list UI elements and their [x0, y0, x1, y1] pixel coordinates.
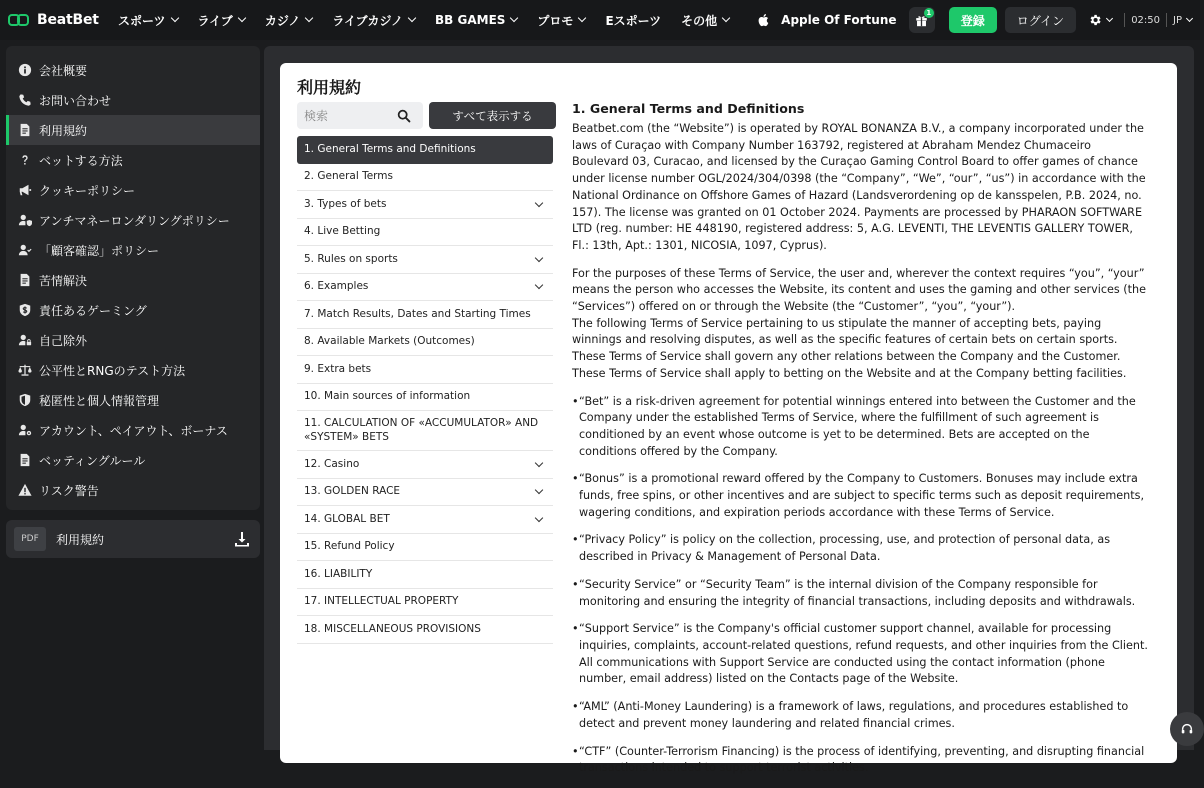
document-icon	[18, 123, 32, 137]
toc-item-label: 15. Refund Policy	[304, 540, 395, 553]
paragraph: Beatbet.com (the “Website”) is operated by ROYAL BONANZA B.V., a company incorporated under the laws of Curaçao with Company Number 163792, registered at Abraham Mendez Chumaceiro Boulevard 03, Curacao, and licensed by the Curaçao Gaming Control Board to offer games of chance under license number OGL/2024/304/0398 (the “Company”, “We”, “our”, “us”) in accordance with the National Ordinance on Offshore Games of Hazard (Landsverordening op de kansspelen, P.B. 2024, no. 157). The license was granted on 01 October 2024. Payments are processed by PHARAON SOFTWARE LTD (reg. number: HE 448190, registered address: 5, A.G. LEVENTI, THE LEVENTIS GALLERY TOWER, Fl.: 13th, Apt.: 1301, NICOSIA, 1097, Cyprus).	[572, 122, 1146, 252]
user-cog-icon	[18, 423, 32, 437]
section-title: 1. General Terms and Definitions	[572, 101, 805, 116]
sidebar-item-14[interactable]	[6, 475, 260, 505]
toc-item-label: 1. General Terms and Definitions	[304, 143, 476, 156]
toc-item-5[interactable]	[297, 246, 553, 274]
definition-item: • “Support Service” is the Company's official customer support channel, available for processing inquiries, complaints, account-related questions, refund requests, and other inquiries from the Client. All communications with Support Service are conducted using the contact information (phone number, email address) listed on the Contacts page of the Website.	[572, 621, 1150, 688]
nav-item-label: プロモ	[537, 13, 574, 28]
pdf-label: 利用規約	[56, 532, 105, 547]
toc-item-3[interactable]	[297, 191, 553, 219]
toc-item-8[interactable]	[297, 329, 553, 357]
brand-logo[interactable]	[8, 12, 118, 28]
download-icon[interactable]	[234, 531, 250, 547]
main-panel	[264, 46, 1194, 775]
clock-time: 02:50	[1131, 14, 1161, 26]
nav-item-0[interactable]	[118, 12, 178, 29]
chevron-down-icon	[578, 14, 586, 22]
settings-dropdown[interactable]	[1088, 13, 1112, 27]
search-input[interactable]	[297, 102, 393, 129]
headset-icon	[1180, 722, 1194, 736]
logo-mark-icon	[8, 12, 32, 28]
shield-icon	[18, 393, 32, 407]
brand-name: BeatBet	[37, 12, 99, 28]
chevron-down-icon[interactable]	[535, 199, 543, 207]
nav-item-1[interactable]	[198, 12, 245, 29]
nav-item-label: スポーツ	[118, 13, 166, 28]
login-button[interactable]: ログイン	[1005, 7, 1076, 33]
info-icon	[18, 63, 32, 77]
sidebar-item-11[interactable]	[6, 385, 260, 415]
sidebar-item-label: お問い合わせ	[39, 93, 112, 108]
nav-item-6[interactable]	[605, 12, 661, 29]
sidebar-item-1[interactable]	[6, 85, 260, 115]
sidebar-item-label: 「顧客確認」ポリシー	[39, 243, 160, 258]
toc-item-10[interactable]	[297, 384, 553, 412]
nav-item-5[interactable]	[537, 12, 585, 29]
sidebar-item-label: 責任あるゲーミング	[39, 303, 147, 318]
gear-icon	[1088, 13, 1102, 27]
sidebar-item-label: アンチマネーロンダリングポリシー	[39, 213, 230, 228]
toc-item-label: 10. Main sources of information	[304, 390, 471, 403]
sidebar-item-2[interactable]	[6, 115, 260, 145]
definition-item: • “Bonus” is a promotional reward offered by the Company to Customers. Bonuses may include extra funds, free spins, or other incentives and are subject to specific terms such as deposit requirements, wagering conditions, and expiration periods accordance with these Terms of Service.	[572, 471, 1150, 521]
toc-item-14[interactable]	[297, 506, 553, 534]
support-chat-button[interactable]	[1170, 712, 1204, 746]
language-selector[interactable]	[1173, 15, 1192, 26]
nav-item-label: ライブカジノ	[332, 13, 404, 28]
definition-item: • “Security Service” or “Security Team” is the internal division of the Company responsible for monitoring and ensuring the integrity of financial transactions, including deposits and withdrawals.	[572, 577, 1150, 610]
register-button[interactable]: 登録	[949, 7, 997, 33]
apple-icon	[757, 13, 769, 27]
pdf-file-icon: PDF	[14, 527, 46, 551]
definition-item: • “Privacy Policy” is policy on the collection, processing, use, and protection of personal data, as described in Privacy & Management of Personal Data.	[572, 532, 1150, 565]
chevron-down-icon[interactable]	[535, 254, 543, 262]
terms-card	[280, 63, 1177, 775]
sidebar-item-4[interactable]	[6, 175, 260, 205]
warning-icon	[18, 483, 32, 497]
toc-item-label: 3. Types of bets	[304, 197, 387, 210]
definition-item: • “AML” (Anti-Money Laundering) is a framework of laws, regulations, and procedures established to detect and prevent money laundering and related financial crimes.	[572, 699, 1150, 732]
sidebar-item-13[interactable]	[6, 445, 260, 475]
chevron-down-icon	[408, 14, 416, 22]
nav-item-label: Eスポーツ	[605, 13, 662, 28]
gift-button[interactable]	[909, 7, 935, 33]
toc-item-label: 6. Examples	[304, 280, 369, 293]
chevron-down-icon	[722, 14, 730, 22]
sidebar-item-label: アカウント、ペイアウト、ボーナス	[39, 423, 228, 438]
toc-item-12[interactable]	[297, 451, 553, 479]
toc-item-15[interactable]	[297, 534, 553, 562]
nav-item-4[interactable]	[435, 13, 517, 27]
chevron-down-icon	[1106, 15, 1113, 22]
chevron-down-icon[interactable]	[535, 281, 543, 289]
sidebar-item-10[interactable]	[6, 355, 260, 385]
chevron-down-icon	[170, 14, 178, 22]
toc-item-label: 18. MISCELLANEOUS PROVISIONS	[304, 622, 481, 635]
top-navbar	[0, 0, 1200, 40]
toc-item-label: 13. GOLDEN RACE	[304, 485, 401, 498]
toc-item-18[interactable]	[297, 616, 553, 644]
sidebar-item-0[interactable]	[6, 55, 260, 85]
chevron-down-icon	[238, 14, 246, 22]
nav-item-7[interactable]	[681, 12, 729, 29]
info-sidebar	[6, 46, 260, 510]
megaphone-icon	[18, 183, 32, 197]
sidebar-item-8[interactable]	[6, 295, 260, 325]
pdf-download-card[interactable]	[6, 520, 260, 558]
toc-item-label: 14. GLOBAL BET	[304, 512, 390, 525]
paragraph: The following Terms of Service pertaining to us stipulate the manner of accepting bets, paying winnings and resolving disputes, as well as the specific features of certain bets on certain sports. These Terms of Service shall govern any other relations between the Company and the Customer.	[572, 316, 1121, 364]
sidebar-item-9[interactable]	[6, 325, 260, 355]
toc-item-label: 8. Available Markets (Outcomes)	[304, 335, 475, 348]
user-lock-icon	[18, 333, 32, 347]
sidebar-item-label: 秘匿性と個人情報管理	[39, 393, 160, 408]
nav-item-label: その他	[681, 13, 718, 28]
definition-item: • “Bet” is a risk-driven agreement for potential winnings entered into between the Customer and the Company under the established Terms of Service, where the fulfillment of such agreement is conditioned by an event whose outcome is yet to be determined. Bets are accepted on the conditions offered by the Company.	[572, 394, 1150, 461]
toc-item-label: 11. CALCULATION OF «ACCUMULATOR» AND «SYSTEM» BETS	[304, 417, 539, 443]
definition-item: • “CTF” (Counter-Terrorism Financing) is the process of identifying, preventing, and disrupting financial transactions intended to support terrorist activities.	[572, 744, 1150, 777]
definitions-list	[572, 394, 1150, 777]
toc-item-11[interactable]	[297, 411, 553, 451]
search-box	[297, 102, 423, 129]
chevron-down-icon	[510, 14, 518, 22]
nav-item-label: BB GAMES	[435, 13, 506, 27]
chevron-down-icon[interactable]	[535, 514, 543, 522]
sidebar-item-label: 自己除外	[39, 333, 88, 348]
scale-icon	[18, 363, 32, 377]
toc-item-9[interactable]	[297, 356, 553, 384]
nav-featured-label: Apple Of Fortune	[781, 13, 897, 27]
toc-item-17[interactable]	[297, 589, 553, 617]
nav-item-2[interactable]	[265, 12, 313, 29]
sidebar-item-label: 利用規約	[39, 123, 88, 138]
shield-dollar-icon	[18, 303, 32, 317]
divider	[1124, 13, 1125, 27]
sidebar-item-label: クッキーポリシー	[39, 183, 136, 198]
toc-item-16[interactable]	[297, 561, 553, 589]
paragraph: For the purposes of these Terms of Service, the user and, wherever the context requires “you”, “your” means the person who accesses the Website, its content and uses the gaming and other services (the “Services”) offered on or through the Website (the “Customer”, “you”, “your”).	[572, 266, 1146, 314]
toc-item-label: 17. INTELLECTUAL PROPERTY	[304, 595, 459, 608]
sidebar-item-label: リスク警告	[39, 483, 99, 498]
toc-item-label: 2. General Terms	[304, 170, 393, 183]
document-icon	[18, 273, 32, 287]
chevron-down-icon[interactable]	[535, 459, 543, 467]
sidebar-item-3[interactable]	[6, 145, 260, 175]
toc-item-6[interactable]	[297, 274, 553, 302]
nav-item-label: カジノ	[264, 13, 301, 28]
toc-item-7[interactable]	[297, 301, 553, 329]
chevron-down-icon	[305, 14, 313, 22]
sidebar-item-label: ベットする方法	[39, 153, 123, 168]
toc-item-1[interactable]	[297, 136, 553, 164]
toc-item-label: 5. Rules on sports	[304, 252, 398, 265]
nav-right-group	[909, 0, 1200, 40]
toc-item-4[interactable]	[297, 219, 553, 247]
chevron-down-icon[interactable]	[535, 486, 543, 494]
terms-content	[572, 101, 1150, 788]
sidebar-item-12[interactable]	[6, 415, 260, 445]
chevron-down-icon	[1186, 15, 1193, 22]
page-title: 利用規約	[297, 78, 362, 97]
phone-icon	[18, 93, 32, 107]
toc-item-label: 9. Extra bets	[304, 362, 372, 375]
sidebar-item-label: 会社概要	[39, 63, 88, 78]
toc-item-2[interactable]	[297, 164, 553, 192]
language-code: JP	[1173, 14, 1182, 26]
sidebar-item-label: 公平性とRNGのテスト方法	[39, 363, 186, 378]
nav-item-label: ライブ	[197, 13, 233, 28]
user-shield-icon	[18, 213, 32, 227]
sidebar-item-label: ベッティングルール	[39, 453, 146, 468]
toc-item-label: 16. LIABILITY	[304, 567, 373, 580]
sidebar-item-7[interactable]	[6, 265, 260, 295]
gift-count-badge: 1	[924, 8, 934, 18]
show-all-button[interactable]: すべて表示する	[429, 102, 556, 129]
search-icon[interactable]	[397, 109, 411, 123]
table-of-contents	[297, 136, 553, 644]
toc-item-label: 7. Match Results, Dates and Starting Times	[304, 307, 531, 320]
user-check-icon	[18, 243, 32, 257]
toc-item-label: 4. Live Betting	[304, 225, 381, 238]
paragraph: These Terms of Service shall apply to betting on the Website and at the Company betting facilities.	[572, 366, 1127, 380]
nav-featured-game[interactable]	[749, 13, 896, 27]
document-icon	[18, 453, 32, 467]
toc-item-label: 12. Casino	[304, 457, 360, 470]
toc-item-13[interactable]	[297, 479, 553, 507]
question-icon	[18, 153, 32, 167]
divider	[1166, 13, 1167, 27]
main-menu	[118, 0, 749, 40]
nav-item-3[interactable]	[332, 12, 415, 29]
sidebar-item-label: 苦情解決	[39, 273, 88, 288]
sidebar-item-6[interactable]	[6, 235, 260, 265]
sidebar-item-5[interactable]	[6, 205, 260, 235]
section-paragraphs	[572, 121, 1150, 383]
